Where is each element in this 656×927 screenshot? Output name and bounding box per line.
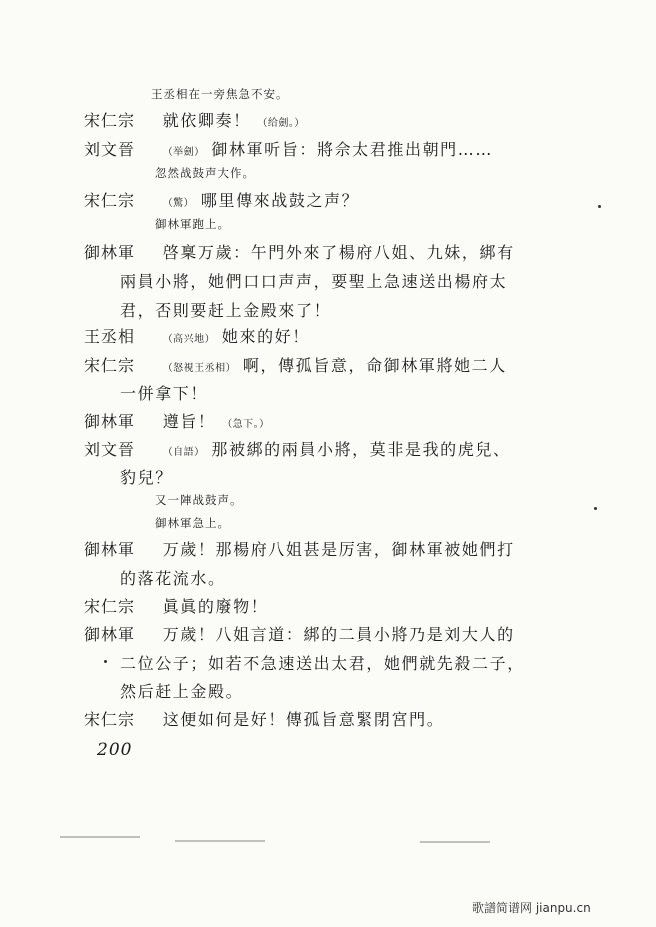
- speaker-name: 御林軍: [84, 625, 136, 644]
- dialogue-continuation: 的落花流水。: [120, 569, 226, 588]
- dialogue-line: [84, 353, 507, 376]
- inline-direction: （驚）: [162, 198, 195, 209]
- inline-direction: （急下。）: [222, 419, 270, 430]
- inline-direction: （怒視王丞相）: [162, 363, 237, 374]
- inline-direction: （举劍）: [162, 147, 205, 158]
- line-text: 这便如何是好！傳孤旨意緊閉宮門。: [162, 710, 445, 729]
- dialogue-line: [84, 707, 444, 730]
- line-text: 眞眞的廢物！: [162, 597, 269, 616]
- stage-direction: 御林軍急上。: [155, 516, 230, 530]
- line-text: 万歲！那楊府八姐甚是厉害，御林軍被她們打: [162, 540, 515, 559]
- page-number: 200: [97, 740, 133, 760]
- stage-direction: 忽然战鼓声大作。: [155, 166, 255, 180]
- line-text: 那被綁的兩員小將，莫非是我的虎兒、: [211, 440, 511, 459]
- stage-direction: 御林軍跑上。: [155, 217, 230, 231]
- speaker-name: 宋仁宗: [84, 191, 136, 210]
- scan-smudge: [175, 840, 265, 842]
- speaker-name: 御林軍: [84, 243, 136, 262]
- dialogue-line: [84, 240, 515, 263]
- dialogue-line: [84, 622, 515, 645]
- dialogue-continuation: 兩員小將，她們口口声声，要聖上急速送出楊府太: [120, 272, 508, 291]
- dialogue-continuation: 一併拿下！: [120, 384, 209, 403]
- inline-direction: （给劍。）: [257, 118, 305, 129]
- dialogue-line: [84, 537, 515, 560]
- dialogue-continuation: 二位公子；如若不急速送出太君，她們就先殺二子，: [120, 654, 525, 673]
- stage-direction: 又一陣战鼓声。: [155, 493, 243, 507]
- speaker-name: 王丞相: [84, 327, 136, 346]
- line-text: 她來的好！: [221, 327, 310, 346]
- inline-direction: （自語）: [162, 447, 205, 458]
- speaker-name: 宋仁宗: [84, 597, 136, 616]
- speaker-name: 宋仁宗: [84, 356, 136, 375]
- dialogue-line: [84, 437, 511, 460]
- speaker-name: 刘文晉: [84, 440, 136, 459]
- line-text: 万歲！八姐言道：綁的二員小將乃是刘大人的: [162, 625, 515, 644]
- speaker-name: 刘文晉: [84, 140, 136, 159]
- line-text: 就依卿奏！: [162, 111, 251, 130]
- dialogue-line: [84, 324, 310, 347]
- scan-speck: [598, 205, 601, 208]
- line-text: 哪里傳來战鼓之声？: [200, 191, 360, 210]
- line-text: 啓稟万歲：午門外來了楊府八姐、九妹，綁有: [162, 243, 515, 262]
- dialogue-continuation: 君，否則要赶上金殿來了！: [120, 301, 332, 320]
- stage-direction: 王丞相在一旁焦急不安。: [151, 87, 289, 101]
- dialogue-line: [84, 409, 270, 432]
- dialogue-line: [84, 594, 268, 617]
- speaker-name: 宋仁宗: [84, 111, 136, 130]
- dialogue-line: [84, 188, 359, 211]
- scan-smudge: [60, 836, 140, 838]
- speaker-name: 御林軍: [84, 540, 136, 559]
- watermark: 歌譜简谱网 jianpu.cn: [472, 901, 591, 915]
- dialogue-continuation: 豹兒？: [120, 468, 173, 487]
- line-text: 啊，傳孤旨意，命御林軍將她二人: [242, 356, 507, 375]
- line-text: 御林軍听旨：將佘太君推出朝門……: [211, 140, 493, 159]
- dialogue-line: [84, 137, 493, 160]
- speaker-name: 御林軍: [84, 412, 136, 431]
- speaker-name: 宋仁宗: [84, 710, 136, 729]
- scan-speck: [594, 507, 597, 510]
- dialogue-continuation: 然后赶上金殿。: [120, 682, 244, 701]
- inline-direction: （高兴地）: [162, 334, 216, 345]
- scan-smudge: [420, 841, 490, 843]
- line-text: 遵旨！: [162, 412, 216, 431]
- scan-speck: [104, 660, 107, 663]
- dialogue-line: [84, 108, 305, 131]
